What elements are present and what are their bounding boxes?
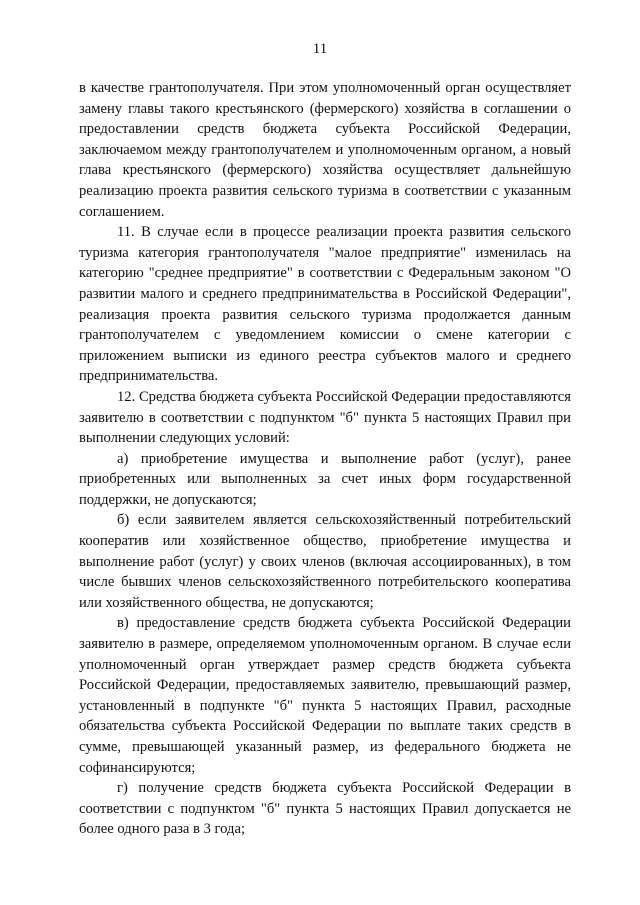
document-body bbox=[79, 78, 571, 840]
paragraph-continuation: в качестве грантополучателя. При этом уполномоченный орган осуществляет замену главы такого крестьянского (фермерского) хозяйства в соглашении о предоставлении средств бюджета субъекта Российской Федерации, заключаемом между грантополучателем и уполномоченным органом, а новый глава крестьянского (фермерского) хозяйства осуществляет дальнейшую реализацию проекта развития сельского туризма в соответствии с указанным соглашением. bbox=[79, 80, 571, 220]
paragraph-item-11: 11. В случае если в процессе реализации проекта развития сельского туризма категория грантополучателя "малое предприятие" изменилась на категорию "среднее предприятие" в соответствии с Федеральным законом "О развитии малого и среднего предпринимательства в Российской Федерации", реализация проекта развития сельского туризма продолжается данным грантополучателем с уведомлением комиссии о смене категории с приложением выписки из единого реестра субъектов малого и среднего предпринимательства. bbox=[79, 224, 571, 385]
paragraph-item-12-b: б) если заявителем является сельскохозяйственный потребительский кооператив или хозяйственное общество, приобретение имущества и выполнение работ (услуг) у своих членов (включая ассоциированных), в том числе бывших членов сельскохозяйственного потребительского кооператива или хозяйственного общества, не допускаются; bbox=[79, 512, 571, 611]
paragraph-item-12-v: в) предоставление средств бюджета субъекта Российской Федерации заявителю в размере, определяемом уполномоченным органом. В случае если уполномоченный орган утверждает размер средств бюджета субъекта Российской Федерации, предоставляемых заявителю, превышающий размер, установленный в подпункте "б" пункта 5 настоящих Правил, расходные обязательства субъекта Российской Федерации по выплате таких средств в сумме, превышающей указанный размер, из федерального бюджета не софинансируются; bbox=[79, 615, 571, 776]
paragraph-item-12-g: г) получение средств бюджета субъекта Российской Федерации в соответствии с подпунктом "б" пункта 5 настоящих Правил допускается не более одного раза в 3 года; bbox=[79, 780, 571, 838]
page-number: 11 bbox=[312, 41, 328, 57]
paragraph-item-12-a: а) приобретение имущества и выполнение работ (услуг), ранее приобретенных или выполненных за счет иных форм государственной поддержки, не допускаются; bbox=[79, 450, 571, 508]
paragraph-item-12: 12. Средства бюджета субъекта Российской Федерации предоставляются заявителю в соответствии с подпунктом "б" пункта 5 настоящих Правил при выполнении следующих условий: bbox=[79, 388, 571, 447]
